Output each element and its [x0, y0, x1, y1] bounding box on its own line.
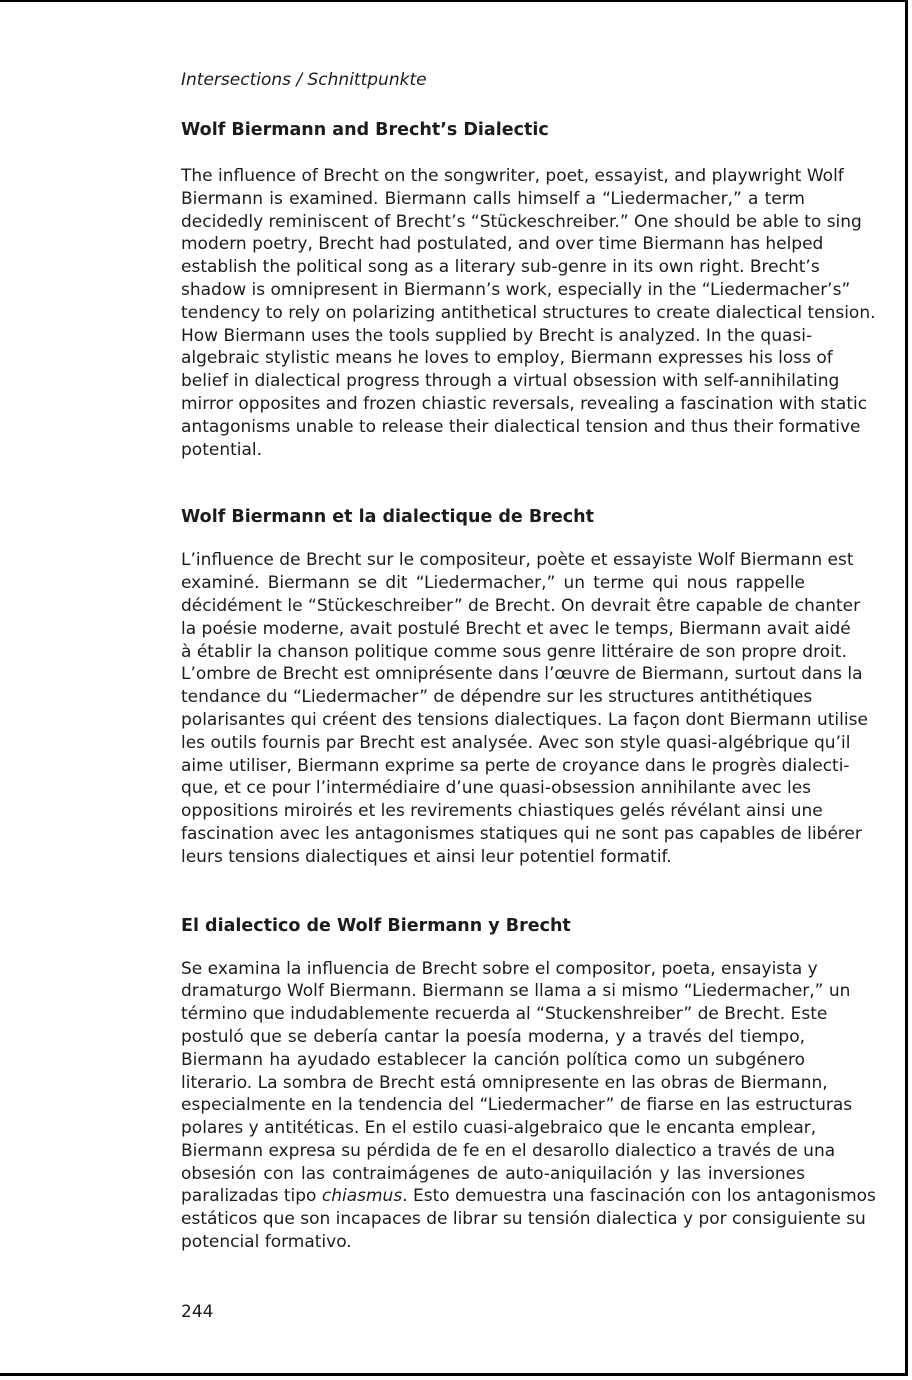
abstract-line: oppositions miroirés et les revirements chiastiques gelés révélant ainsi une [181, 801, 823, 822]
abstract-line: How Biermann uses the tools supplied by Brecht is analyzed. In the quasi- [181, 325, 813, 346]
abstract-line: Se examina la influencia de Brecht sobre el compositor, poeta, ensayista y [181, 958, 818, 979]
abstract-line: L’ombre de Brecht est omniprésente dans l’œuvre de Biermann, surtout dans la [181, 664, 863, 685]
abstract-line: aime utiliser, Biermann exprime sa perte de croyance dans le progrès dialecti- [181, 755, 850, 776]
abstract-line: estáticos que son incapaces de librar su tensión dialectica y por consiguiente su [181, 1209, 866, 1230]
running-head: Intersections / Schnittpunkte [181, 70, 427, 90]
abstract-line: Biermann expresa su pérdida de fe en el desarollo dialectico a través de una [181, 1140, 836, 1161]
page-number: 244 [181, 1302, 214, 1322]
abstract-line: algebraic stylistic means he loves to employ, Biermann expresses his loss of [181, 348, 833, 369]
abstract-line: belief in dialectical progress through a virtual obsession with self-annihilating [181, 371, 840, 392]
abstract-line: polares y antitéticas. En el estilo cuasi-algebraico que le encanta emplear, [181, 1118, 817, 1139]
abstract-line: tendance du “Liedermacher” de dépendre sur les structures antithétiques [181, 687, 813, 708]
abstract-spanish [181, 958, 876, 1254]
abstract-line: examiné. Biermann se dit “Liedermacher,” un terme qui nous rappelle [181, 573, 805, 594]
page-content [181, 68, 876, 1254]
abstract-line: literario. La sombra de Brecht está omnipresente en las obras de Biermann, [181, 1072, 828, 1093]
abstract-line: à établir la chanson politique comme sous genre littéraire de son propre droit. [181, 641, 847, 662]
abstract-line: décidément le “Stückeschreiber” de Brecht. On devrait être capable de chanter [181, 595, 861, 616]
abstract-line: shadow is omnipresent in Biermann’s work, especially in the “Liedermacher’s” [181, 279, 851, 300]
section-title-english: Wolf Biermann and Brecht’s Dialectic [181, 120, 549, 140]
abstract-line: que, et ce pour l’intermédiaire d’une quasi-obsession annihilante avec les [181, 778, 812, 799]
abstract-line: les outils fournis par Brecht est analysée. Avec son style quasi-algébrique qu’il [181, 732, 851, 753]
abstract-line: fascination avec les antagonismes statiques qui ne sont pas capables de libérer [181, 823, 862, 844]
abstract-english [181, 165, 876, 461]
abstract-line: potencial formativo. [181, 1232, 352, 1253]
abstract-line: especialmente en la tendencia del “Liedermacher” de fiarse en las estructuras [181, 1095, 853, 1116]
abstract-line: L’influence de Brecht sur le compositeur, poète et essayiste Wolf Biermann est [181, 550, 854, 571]
abstract-line: Biermann is examined. Biermann calls himself a “Liedermacher,” a term [181, 188, 805, 209]
section-title-spanish: El dialectico de Wolf Biermann y Brecht [181, 915, 571, 936]
abstract-line: modern poetry, Brecht had postulated, and over time Biermann has helped [181, 234, 824, 255]
abstract-line: The influence of Brecht on the songwriter, poet, essayist, and playwright Wolf [181, 166, 844, 186]
abstract-line: postuló que se debería cantar la poesía moderna, y a través del tiempo, [181, 1026, 805, 1047]
abstract-line: Biermann ha ayudado establecer la canción política como un subgénero [181, 1049, 805, 1070]
abstract-french [181, 549, 868, 868]
abstract-line: la poésie moderne, avait postulé Brecht et avec le temps, Biermann avait aidé [181, 618, 851, 639]
abstract-line: tendency to rely on polarizing antithetical structures to create dialectical tension. [181, 302, 876, 323]
abstract-line: término que indudablemente recuerda al “Stuckenshreiber” de Brecht. Este [181, 1004, 828, 1025]
abstract-line: potential. [181, 439, 263, 460]
abstract-line: mirror opposites and frozen chiastic reversals, revealing a fascination with static [181, 393, 868, 414]
abstract-line: establish the political song as a literary sub-genre in its own right. Brecht’s [181, 257, 820, 278]
abstract-line: leurs tensions dialectiques et ainsi leur potentiel formatif. [181, 846, 672, 867]
abstract-line: polarisantes qui créent des tensions dialectiques. La façon dont Biermann utilise [181, 709, 868, 730]
abstract-line: paralizadas tipo chiasmus. Esto demuestra una fascinación con los antagonismos [181, 1186, 876, 1207]
abstract-line: antagonisms unable to release their dialectical tension and thus their formative [181, 416, 861, 437]
abstract-line: decidedly reminiscent of Brecht’s “Stückeschreiber.” One should be able to sing [181, 211, 862, 232]
abstract-line: dramaturgo Wolf Biermann. Biermann se llama a si mismo “Liedermacher,” un [181, 981, 851, 1002]
abstract-line: obsesión con las contraimágenes de auto-aniquilación y las inversiones [181, 1163, 805, 1184]
section-title-french: Wolf Biermann et la dialectique de Brecht [181, 507, 594, 528]
